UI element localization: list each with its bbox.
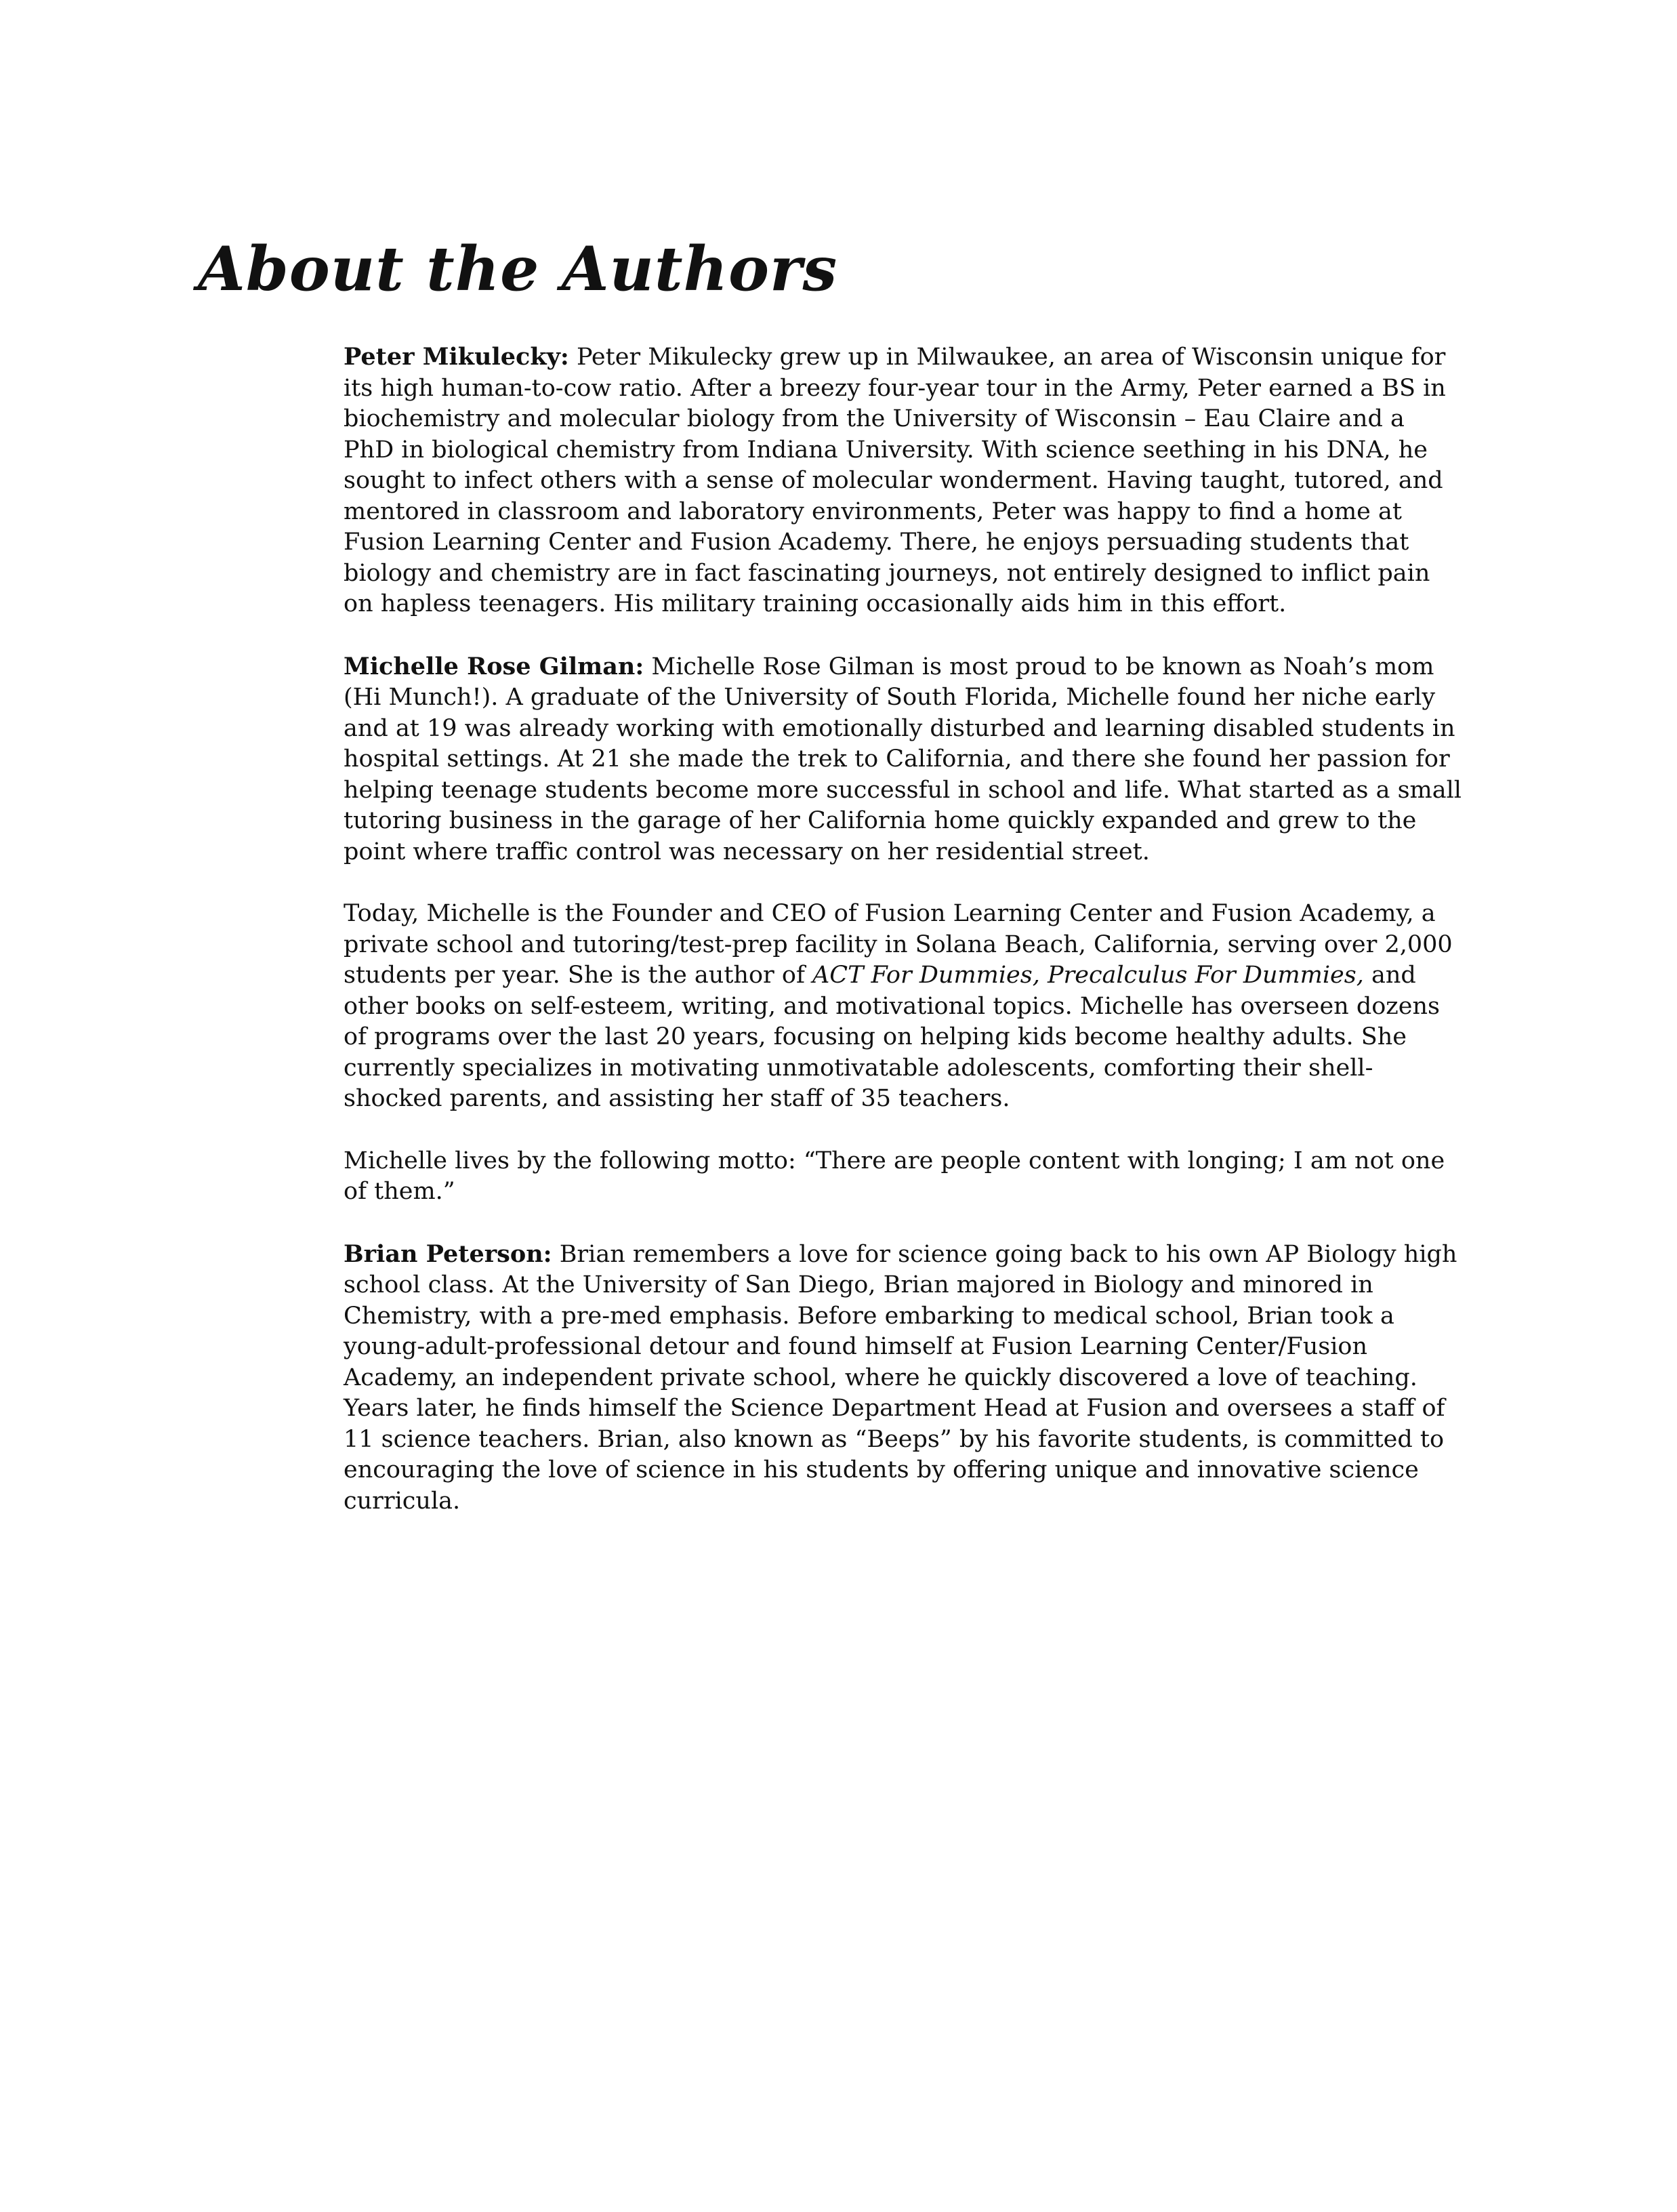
bio-text: Brian remembers a love for science going back to his own AP Biology high school class. At the University of San Diego, Brian majored in Biology and minored in Chemistry, with a pre-med emphasis. Before embarking to medical school, Brian took a young-adult-professional detour and found himself at Fusion Learning Center/Fusion Academy, an independent private school, where he quickly discovered a love of teaching. Years later, he finds himself the Science Department Head at Fusion and oversees a staff of 11 science teachers. Brian, also known as “Beeps” by his favorite students, is committed to encouraging the love of science in his students by offering unique and innovative science curricula. xyxy=(344,1240,1457,1515)
page-title: About the Authors xyxy=(198,233,838,305)
bio-michelle-motto xyxy=(344,1146,1462,1208)
bio-text: Peter Mikulecky grew up in Milwaukee, an area of Wisconsin unique for its high human-to-cow ratio. After a breezy four-year tour in the Army, Peter earned a BS in biochemistry and molecular biology from the University of Wisconsin – Eau Claire and a PhD in biological chemistry from Indiana University. With science seething in his DNA, he sought to infect others with a sense of molecular wonderment. Having taught, tutored, and mentored in classroom and laboratory environments, Peter was happy to find a home at Fusion Learning Center and Fusion Academy. There, he enjoys persuading students that biology and chemistry are in fact fascinating journeys, not entirely designed to inflict pain on hapless teenagers. His military training occasionally aids him in this effort. xyxy=(344,344,1446,617)
author-name: Michelle Rose Gilman: xyxy=(344,652,644,680)
author-bios xyxy=(344,342,1462,1548)
bio-text: Michelle lives by the following motto: “There are people content with longing; I am not one of them.” xyxy=(344,1147,1445,1205)
book-titles: ACT For Dummies, Precalculus For Dummies, xyxy=(812,962,1364,989)
bio-brian-peterson xyxy=(344,1239,1462,1517)
author-name: Peter Mikulecky: xyxy=(344,343,569,371)
bio-michelle-today xyxy=(344,899,1462,1115)
bio-text: and other books on self-esteem, writing, and motivational topics. Michelle has overseen dozens of programs over the last 20 years, focusing on helping kids become healthy adults. She currently specializes in motivating unmotivatable adolescents, comforting their shell-shocked parents, and assisting her staff of 35 teachers. xyxy=(344,962,1440,1112)
author-name: Brian Peterson: xyxy=(344,1240,552,1268)
bio-peter-mikulecky xyxy=(344,342,1462,620)
bio-text: Michelle Rose Gilman is most proud to be known as Noah’s mom (Hi Munch!). A graduate of the University of South Florida, Michelle found her niche early and at 19 was already working with emotionally disturbed and learning disabled students in hospital settings. At 21 she made the trek to California, and there she found her passion for helping teenage students become more successful in school and life. What started as a small tutoring business in the garage of her California home quickly expanded and grew to the point where traffic control was necessary on her residential street. xyxy=(344,653,1462,865)
bio-text: Today, Michelle is the Founder and CEO of Fusion Learning Center and Fusion Academy, a private school and tutoring/test-prep facility in Solana Beach, California, serving over 2,000 students per year. She is the author of xyxy=(344,900,1453,989)
bio-michelle-rose-gilman xyxy=(344,651,1462,868)
